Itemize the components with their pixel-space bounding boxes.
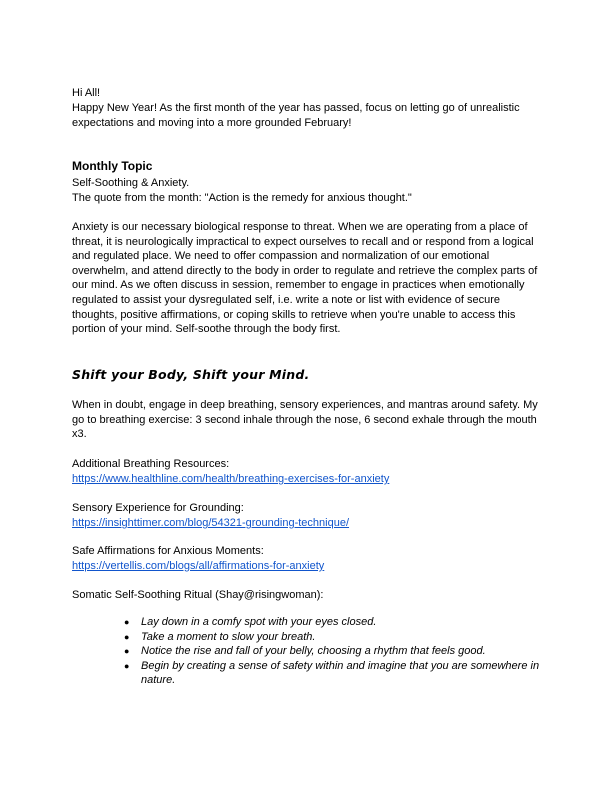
- breathing-resources-link-wrap: [72, 472, 542, 487]
- grounding-label: Sensory Experience for Grounding:: [72, 502, 244, 514]
- list-item: [72, 644, 542, 659]
- ritual-step-text: Lay down in a comfy spot with your eyes closed.: [141, 616, 377, 628]
- ritual-list: [72, 615, 542, 688]
- list-item: [72, 659, 542, 688]
- shift-heading: Shift your Body, Shift your Mind.: [72, 367, 310, 382]
- breathing-paragraph: When in doubt, engage in deep breathing, sensory experiences, and mantras around safety. My go to breathing exercise: 3 second inhale through the nose, 6 second exhale through the mouth x3.: [72, 399, 538, 441]
- intro-paragraph: Happy New Year! As the first month of the year has passed, focus on letting go of unrealistic expectations and moving into a more grounded February!: [72, 102, 520, 129]
- grounding-link-wrap: [72, 516, 542, 531]
- ritual-label: Somatic Self-Soothing Ritual (Shay@risingwoman):: [72, 589, 324, 601]
- bullet-icon: ●: [124, 646, 130, 657]
- bullet-icon: ●: [124, 617, 130, 627]
- affirmations-label: Safe Affirmations for Anxious Moments:: [72, 545, 264, 557]
- greeting: Hi All!: [72, 87, 101, 99]
- anxiety-paragraph: Anxiety is our necessary biological response to threat. When we are operating from a place of threat, it is neurologically impractical to expect ourselves to recall and or respond from a logical and regulated place. We need to offer compassion and normalization of our emotional overwhelm, and attend directly to the body in order to regulate and retrieve the complex parts of our mind. As we often discuss in session, remember to engage in practices when emotionally regulated to assist your dysregulated self, i.e. write a note or list with evidence of secure thoughts, positive affirmations, or coping skills to retrieve when you're unable to access this portion of your mind. Self-soothe through the body first.: [72, 221, 538, 336]
- monthly-quote: The quote from the month: "Action is the remedy for anxious thought.": [72, 192, 412, 204]
- breathing-resources-link[interactable]: https://www.healthline.com/health/breathing-exercises-for-anxiety: [72, 473, 390, 485]
- monthly-topic-title: Self-Soothing & Anxiety.: [72, 177, 190, 189]
- list-item: [72, 630, 542, 645]
- monthly-topic-heading: Monthly Topic: [72, 159, 153, 173]
- affirmations-link-wrap: [72, 559, 542, 574]
- list-item: [72, 615, 542, 630]
- ritual-step-text: Take a moment to slow your breath.: [141, 630, 316, 643]
- affirmations-link[interactable]: https://vertellis.com/blogs/all/affirmations-for-anxiety: [72, 560, 325, 572]
- ritual-step-text: Notice the rise and fall of your belly, choosing a rhythm that feels good.: [141, 645, 486, 658]
- breathing-resources-label: Additional Breathing Resources:: [72, 458, 230, 470]
- bullet-icon: ●: [124, 660, 130, 671]
- grounding-link[interactable]: https://insighttimer.com/blog/54321-grounding-technique/: [72, 517, 350, 529]
- bullet-icon: ●: [124, 631, 130, 642]
- ritual-step-text: Begin by creating a sense of safety within and imagine that you are somewhere in nature.: [141, 659, 540, 687]
